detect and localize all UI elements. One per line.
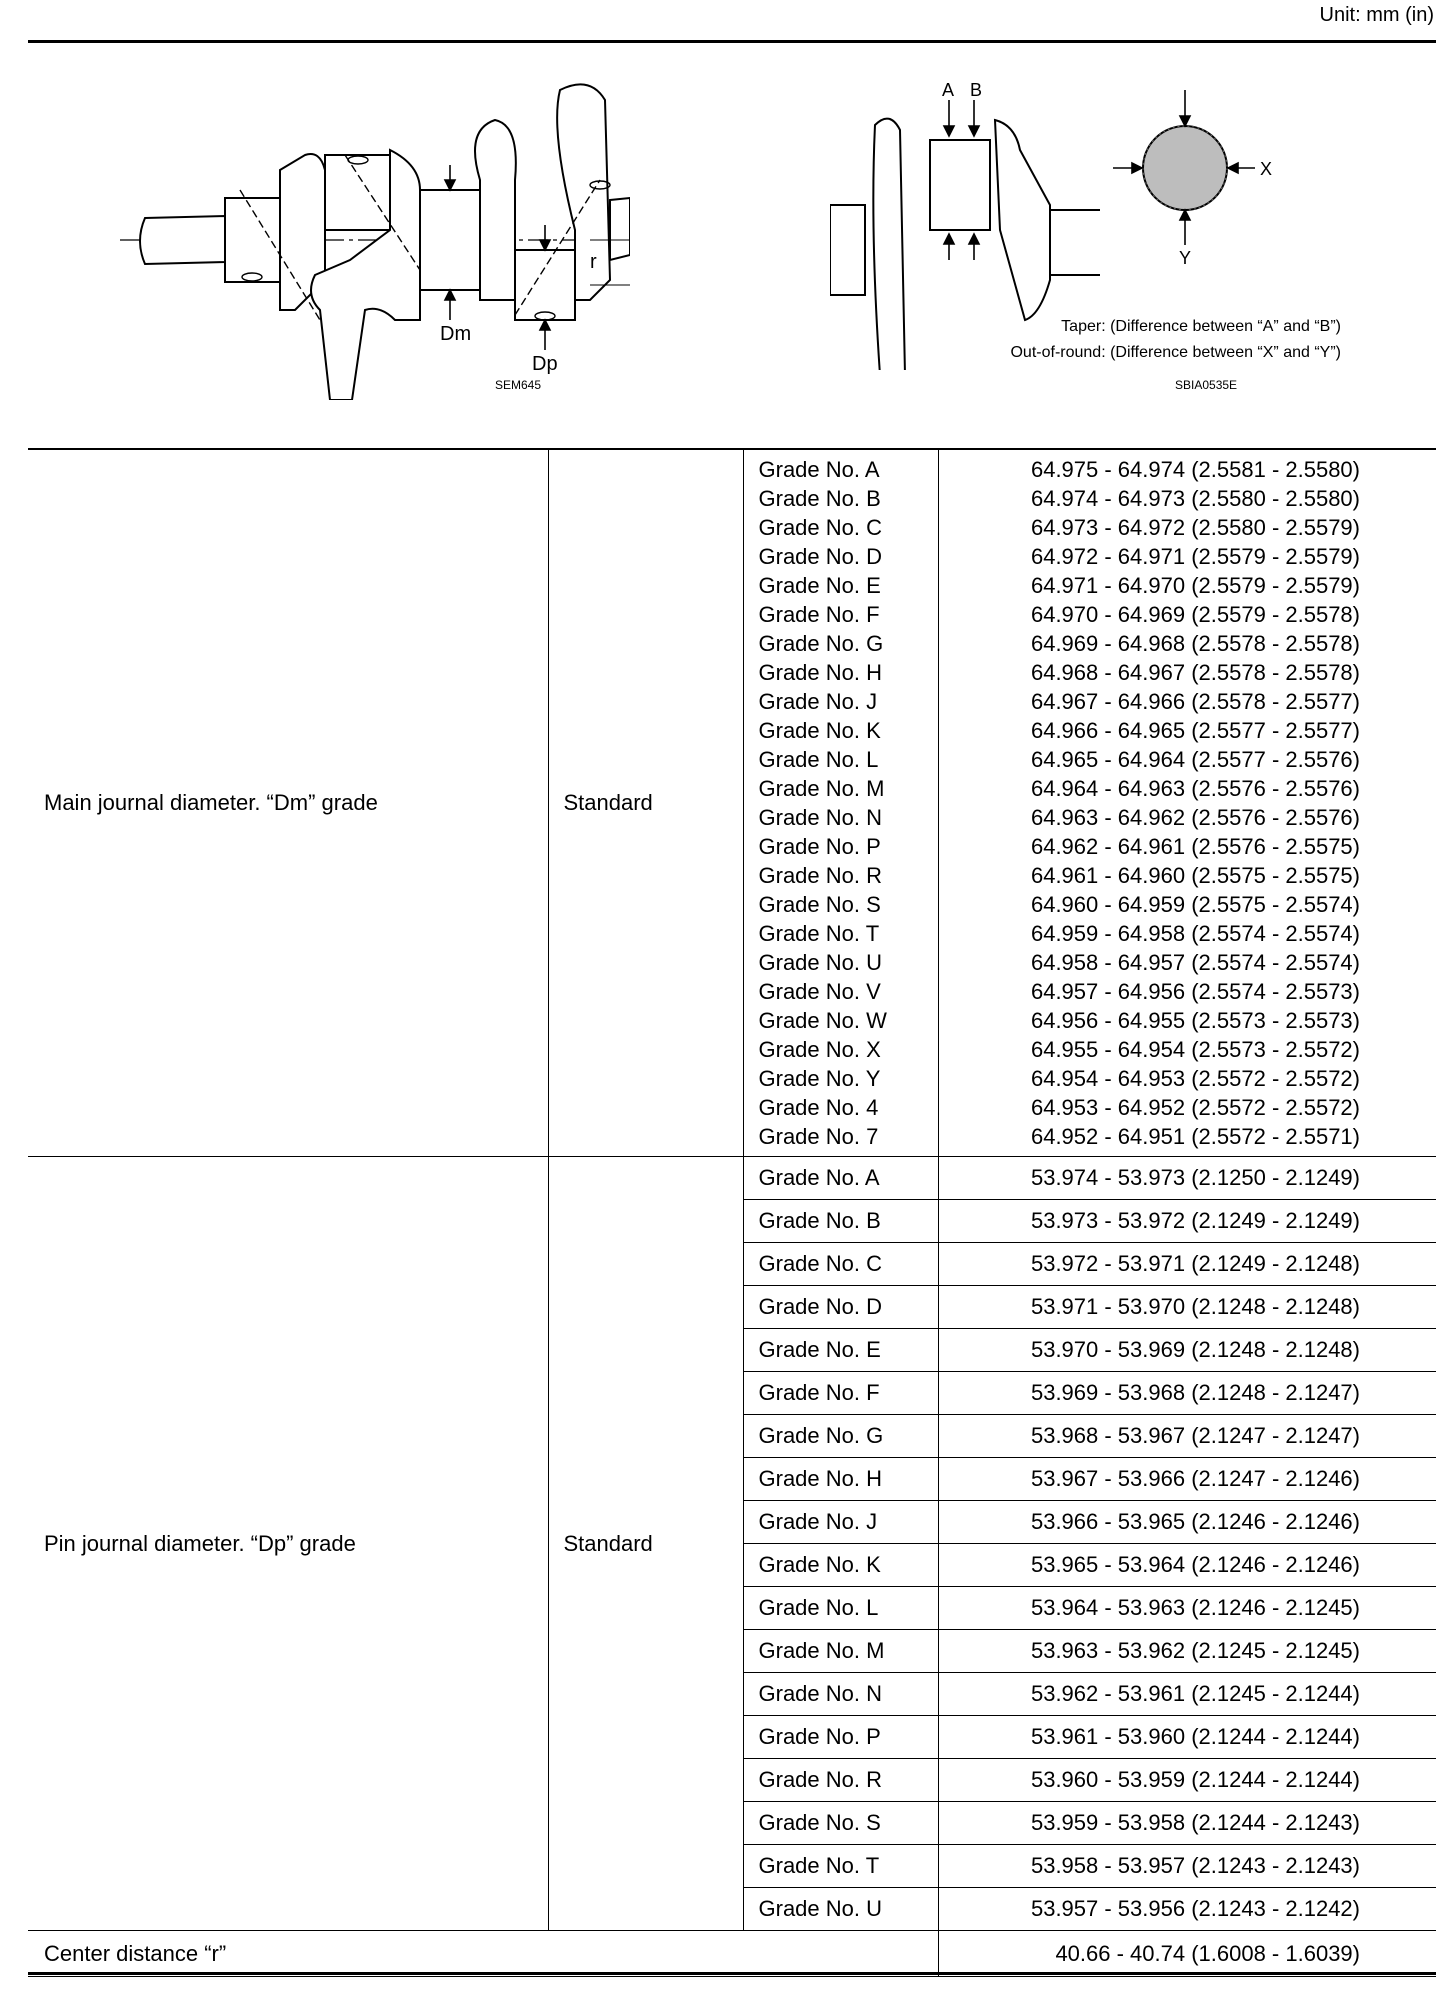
grade-value: 64.971 - 64.970 (2.5579 - 2.5579) (1030, 573, 1360, 598)
grade-label: Grade No. P (743, 1716, 938, 1759)
y-label: Y (1179, 248, 1192, 268)
grade-value: 53.968 - 53.967 (2.1247 - 2.1247) (938, 1415, 1436, 1458)
grade-label: Grade No. C (758, 515, 882, 540)
grade-value: 64.968 - 64.967 (2.5578 - 2.5578) (1030, 660, 1360, 685)
grade-value: 53.967 - 53.966 (2.1247 - 2.1246) (938, 1458, 1436, 1501)
unit-label: Unit: mm (in) (1319, 4, 1434, 26)
grade-label: Grade No. F (758, 602, 880, 627)
main-journal-label: Main journal diameter. “Dm” grade (28, 450, 548, 1157)
grade-label: Grade No. R (758, 863, 882, 888)
grade-value: 64.953 - 64.952 (2.5572 - 2.5572) (1030, 1095, 1360, 1120)
grade-value: 64.970 - 64.969 (2.5579 - 2.5578) (1030, 602, 1360, 627)
grade-value: 64.952 - 64.951 (2.5572 - 2.5571) (1030, 1124, 1360, 1149)
grade-value: 64.957 - 64.956 (2.5574 - 2.5573) (1030, 979, 1360, 1004)
grade-label: Grade No. G (758, 631, 884, 656)
grade-label: Grade No. S (743, 1802, 938, 1845)
crankshaft-spec-table (28, 450, 1436, 1977)
grade-value: 64.973 - 64.972 (2.5580 - 2.5579) (1030, 515, 1360, 540)
grade-value: 64.958 - 64.957 (2.5574 - 2.5574) (1030, 950, 1360, 975)
main-journal-condition: Standard (548, 450, 743, 1157)
pin-journal-condition: Standard (548, 1157, 743, 1931)
grade-label: Grade No. K (743, 1544, 938, 1587)
grade-value: 53.959 - 53.958 (2.1244 - 2.1243) (938, 1802, 1436, 1845)
grade-value: 53.974 - 53.973 (2.1250 - 2.1249) (938, 1157, 1436, 1200)
grade-value: 64.961 - 64.960 (2.5575 - 2.5575) (1030, 863, 1360, 888)
grade-label: Grade No. D (758, 544, 882, 569)
grade-label: Grade No. A (743, 1157, 938, 1200)
grade-label: Grade No. X (758, 1037, 881, 1062)
grade-value: 53.973 - 53.972 (2.1249 - 2.1249) (938, 1200, 1436, 1243)
grade-value: 64.962 - 64.961 (2.5576 - 2.5575) (1030, 834, 1360, 859)
grade-value: 64.974 - 64.973 (2.5580 - 2.5580) (1030, 486, 1360, 511)
center-distance-row (28, 1931, 1436, 1977)
grade-label: Grade No. M (743, 1630, 938, 1673)
taper-caption: Taper: (Difference between “A” and “B”) (1061, 318, 1341, 335)
dp-label: Dp (532, 353, 558, 375)
grade-value: 53.965 - 53.964 (2.1246 - 2.1246) (938, 1544, 1436, 1587)
grade-value: 64.956 - 64.955 (2.5573 - 2.5573) (1030, 1008, 1360, 1033)
grade-value: 64.972 - 64.971 (2.5579 - 2.5579) (1030, 544, 1360, 569)
grade-label: Grade No. 4 (758, 1095, 879, 1120)
grade-label: Grade No. A (758, 457, 880, 482)
grade-value: 53.969 - 53.968 (2.1248 - 2.1247) (938, 1372, 1436, 1415)
grade-label: Grade No. D (743, 1286, 938, 1329)
grade-value: 53.964 - 53.963 (2.1246 - 2.1245) (938, 1587, 1436, 1630)
bottom-rule (28, 1972, 1436, 1975)
grade-value: 53.971 - 53.970 (2.1248 - 2.1248) (938, 1286, 1436, 1329)
grade-value: 64.967 - 64.966 (2.5578 - 2.5577) (1030, 689, 1360, 714)
grade-label: Grade No. F (743, 1372, 938, 1415)
grade-label: Grade No. E (758, 573, 881, 598)
grade-label: Grade No. L (758, 747, 879, 772)
grade-value: 64.960 - 64.959 (2.5575 - 2.5574) (1030, 892, 1360, 917)
center-distance-label: Center distance “r” (28, 1931, 938, 1977)
main-journal-row (28, 450, 1436, 1157)
grade-label: Grade No. W (758, 1008, 887, 1033)
grade-value: 64.959 - 64.958 (2.5574 - 2.5574) (1030, 921, 1360, 946)
grade-value: 53.958 - 53.957 (2.1243 - 2.1243) (938, 1845, 1436, 1888)
grade-value: 53.963 - 53.962 (2.1245 - 2.1245) (938, 1630, 1436, 1673)
grade-label: Grade No. T (743, 1845, 938, 1888)
grade-label: Grade No. U (743, 1888, 938, 1931)
grade-label: Grade No. S (758, 892, 881, 917)
grade-label: Grade No. C (743, 1243, 938, 1286)
main-journal-grades (743, 450, 938, 1157)
grade-value: 53.966 - 53.965 (2.1246 - 2.1246) (938, 1501, 1436, 1544)
grade-value: 64.963 - 64.962 (2.5576 - 2.5576) (1030, 805, 1360, 830)
grade-label: Grade No. N (743, 1673, 938, 1716)
dm-label: Dm (440, 323, 472, 345)
pin-journal-label: Pin journal diameter. “Dp” grade (28, 1157, 548, 1931)
grade-label: Grade No. J (743, 1501, 938, 1544)
center-distance-value: 40.66 - 40.74 (1.6008 - 1.6039) (938, 1931, 1436, 1977)
x-label: X (1260, 159, 1273, 179)
grade-value: 64.969 - 64.968 (2.5578 - 2.5578) (1030, 631, 1360, 656)
grade-label: Grade No. J (758, 689, 878, 714)
grade-value: 53.960 - 53.959 (2.1244 - 2.1244) (938, 1759, 1436, 1802)
grade-label: Grade No. V (758, 979, 881, 1004)
right-figure-code: SBIA0535E (1175, 378, 1238, 392)
left-figure-code: SEM645 (495, 378, 542, 392)
b-label: B (970, 80, 983, 100)
grade-label: Grade No. M (758, 776, 885, 801)
crankshaft-journal-diagram (120, 70, 630, 400)
grade-value: 53.970 - 53.969 (2.1248 - 2.1248) (938, 1329, 1436, 1372)
grade-label: Grade No. U (758, 950, 882, 975)
grade-value: 64.954 - 64.953 (2.5572 - 2.5572) (1030, 1066, 1360, 1091)
grade-value: 64.965 - 64.964 (2.5577 - 2.5576) (1030, 747, 1360, 772)
grade-value: 64.966 - 64.965 (2.5577 - 2.5577) (1030, 718, 1360, 743)
grade-label: Grade No. G (743, 1415, 938, 1458)
grade-label: Grade No. P (758, 834, 881, 859)
grade-label: Grade No. N (758, 805, 882, 830)
r-label: r (590, 251, 597, 273)
grade-value: 64.964 - 64.963 (2.5576 - 2.5576) (1030, 776, 1360, 801)
grade-value: 64.975 - 64.974 (2.5581 - 2.5580) (1030, 457, 1360, 482)
grade-value: 53.972 - 53.971 (2.1249 - 2.1248) (938, 1243, 1436, 1286)
a-label: A (942, 80, 955, 100)
grade-label: Grade No. H (758, 660, 882, 685)
grade-label: Grade No. B (743, 1200, 938, 1243)
grade-label: Grade No. Y (758, 1066, 881, 1091)
grade-label: Grade No. H (743, 1458, 938, 1501)
main-journal-values (938, 450, 1436, 1157)
grade-label: Grade No. T (758, 921, 880, 946)
grade-label: Grade No. R (743, 1759, 938, 1802)
grade-value: 64.955 - 64.954 (2.5573 - 2.5572) (1030, 1037, 1360, 1062)
grade-value: 53.962 - 53.961 (2.1245 - 2.1244) (938, 1673, 1436, 1716)
grade-label: Grade No. 7 (758, 1124, 879, 1149)
grade-label: Grade No. B (758, 486, 881, 511)
grade-label: Grade No. E (743, 1329, 938, 1372)
grade-label: Grade No. L (743, 1587, 938, 1630)
grade-value: 53.961 - 53.960 (2.1244 - 2.1244) (938, 1716, 1436, 1759)
grade-label: Grade No. K (758, 718, 881, 743)
table-row (28, 1157, 1436, 1200)
grade-value: 53.957 - 53.956 (2.1243 - 2.1242) (938, 1888, 1436, 1931)
out-of-round-caption: Out-of-round: (Difference between “X” and “Y”) (1010, 344, 1341, 361)
